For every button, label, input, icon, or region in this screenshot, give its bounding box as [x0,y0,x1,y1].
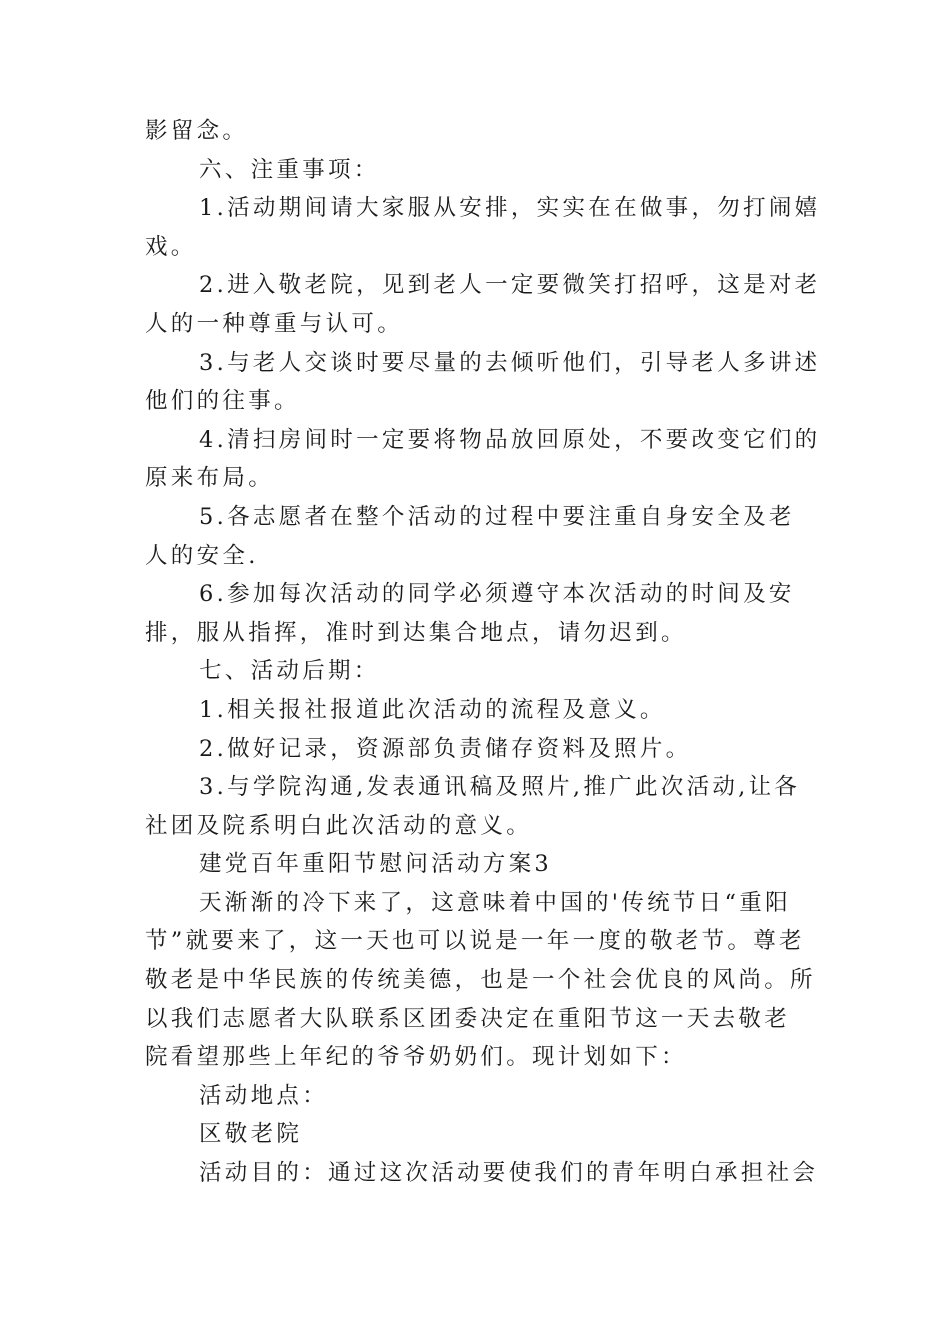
text-line: 4.清扫房间时一定要将物品放回原处，不要改变它们的 [199,426,821,453]
text-line: 排，服从指挥，准时到达集合地点，请勿迟到。 [145,619,687,646]
text-line: 5.各志愿者在整个活动的过程中要注重自身安全及老 [199,503,795,530]
text-line: 社团及院系明白此次活动的意义。 [145,812,533,839]
text-line: 建党百年重阳节慰问活动方案3 [199,851,553,878]
text-line: 敬老是中华民族的传统美德，也是一个社会优良的风尚。所 [145,967,816,994]
text-line: 2.做好记录，资源部负责储存资料及照片。 [199,735,692,762]
text-line: 他们的往事。 [145,388,300,415]
text-line: 节”就要来了，这一天也可以说是一年一度的敬老节。尊老 [145,928,805,955]
text-line: 以我们志愿者大队联系区团委决定在重阳节这一天去敬老 [145,1005,791,1032]
text-line: 3.与老人交谈时要尽量的去倾听他们，引导老人多讲述 [199,349,821,376]
text-line: 戏。 [145,233,197,260]
text-line: 活动地点： [199,1082,329,1109]
text-line: 人的安全. [145,542,259,569]
text-line: 2.进入敬老院，见到老人一定要微笑打招呼，这是对老 [199,272,821,299]
text-line: 六、注重事项： [199,156,380,183]
text-line: 七、活动后期： [199,658,380,685]
text-line: 院看望那些上年纪的爷爷奶奶们。现计划如下： [145,1044,687,1071]
text-line: 影留念。 [145,118,249,144]
text-line: 1.活动期间请大家服从安排，实实在在做事，勿打闹嬉 [199,195,821,222]
text-line: 原来布局。 [145,465,275,492]
text-line: 人的一种尊重与认可。 [145,310,404,337]
text-line: 3.与学院沟通,发表通讯稿及照片,推广此次活动,让各 [199,774,801,801]
text-line: 区敬老院 [199,1121,303,1148]
text-line: 天渐渐的冷下来了，这意味着中国的'传统节日“重阳 [199,889,791,916]
text-line: 1.相关报社报道此次活动的流程及意义。 [199,696,666,723]
text-line: 活动目的：通过这次活动要使我们的青年明白承担社会 [199,1160,819,1187]
text-line: 6.参加每次活动的同学必须遵守本次活动的时间及安 [199,581,795,608]
document-page [145,112,821,1193]
